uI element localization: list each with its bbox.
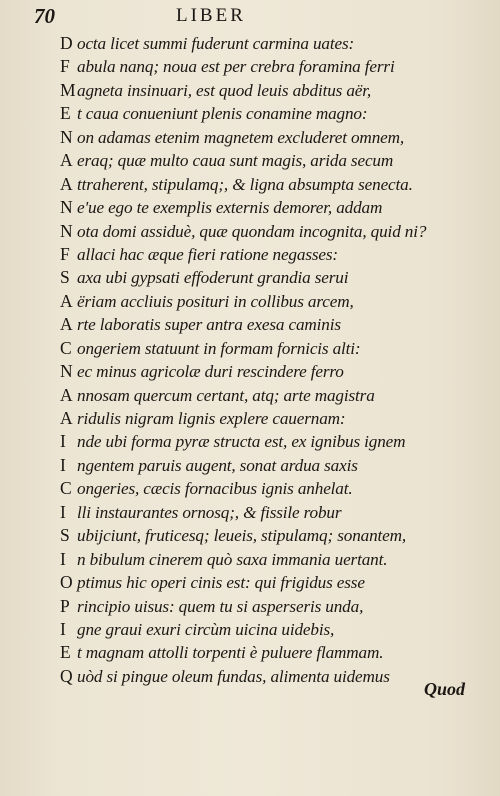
verse-line-24: [60, 571, 500, 594]
line-initial: Q: [60, 665, 73, 686]
verse-line-20: [60, 477, 500, 500]
verse-line-21: [60, 501, 500, 524]
verse-line-15: [60, 360, 500, 383]
verse-line-12: [60, 290, 500, 313]
verse-line-5: [60, 126, 500, 149]
verse-line-22: [60, 524, 500, 547]
line-text: ttraherent, stipulamq;, & ligna absumpta senecta.: [77, 174, 413, 194]
verse-line-27: [60, 641, 500, 664]
line-text: nde ubi forma pyræ structa est, ex ignibus ignem: [77, 432, 406, 452]
line-text: ridulis nigram lignis explere cauernam:: [77, 409, 346, 428]
line-initial: I: [60, 501, 66, 522]
line-text: allaci hac æque fieri ratione negasses:: [77, 244, 338, 264]
line-initial: P: [60, 595, 70, 616]
line-text: t caua conueniunt plenis conamine magno:: [77, 104, 368, 124]
line-initial: N: [60, 361, 73, 382]
line-text: rte laboratis super antra exesa caminis: [77, 315, 341, 335]
verse-line-8: [60, 196, 500, 219]
line-initial: D: [60, 33, 73, 53]
line-initial: F: [60, 243, 70, 264]
line-text: ubijciunt, fruticesq; leueis, stipulamq; sonantem,: [77, 526, 407, 546]
catchword: Quod: [424, 679, 466, 699]
line-text: rincipio uisus: quem tu si asperseris unda,: [77, 596, 364, 616]
line-initial: A: [60, 408, 73, 428]
verse-line-14: [60, 337, 500, 360]
verse-line-2: [60, 55, 500, 78]
line-initial: M: [60, 79, 76, 100]
line-text: ëriam accliuis posituri in collibus arcem,: [77, 291, 354, 311]
line-text: n bibulum cinerem quò saxa immania uertant.: [77, 549, 388, 569]
line-initial: O: [60, 572, 73, 593]
page-number: 70: [34, 4, 55, 28]
line-initial: I: [60, 548, 66, 569]
verse-line-10: [60, 243, 500, 266]
line-initial: C: [60, 478, 72, 499]
verse-line-25: [60, 595, 500, 618]
line-initial: F: [60, 56, 70, 77]
line-initial: N: [60, 197, 73, 218]
line-text: ec minus agricolæ duri rescindere ferro: [77, 362, 344, 382]
verse-line-7: [60, 173, 500, 196]
line-text: ptimus hic operi cinis est: qui frigidus esse: [77, 573, 365, 593]
verse-line-6: [60, 149, 500, 172]
verse-line-26: [60, 618, 500, 641]
line-initial: A: [60, 314, 73, 335]
line-initial: S: [60, 267, 70, 288]
verse-block: [60, 32, 500, 688]
line-initial: N: [60, 220, 73, 241]
verse-line-23: [60, 548, 500, 571]
line-initial: E: [60, 103, 71, 124]
line-initial: E: [60, 642, 71, 663]
line-initial: A: [60, 290, 73, 311]
line-text: ongeries, cæcis fornacibus ignis anhelat.: [77, 479, 353, 499]
line-initial: S: [60, 525, 70, 546]
line-text: abula nanq; noua est per crebra foramina ferri: [77, 57, 395, 77]
line-text: axa ubi gypsati effoderunt grandia serui: [77, 268, 349, 288]
line-text: ngentem paruis augent, sonat ardua saxis: [77, 455, 358, 475]
verse-line-18: [60, 430, 500, 453]
verse-line-3: [60, 79, 500, 102]
line-text: lli instaurantes ornosq;, & fissile robur: [77, 502, 342, 522]
verse-line-1: [60, 32, 500, 55]
line-initial: N: [60, 126, 73, 147]
verse-line-4: [60, 102, 500, 125]
line-text: e'ue ego te exemplis externis demorer, addam: [77, 198, 383, 218]
verse-line-19: [60, 454, 500, 477]
line-initial: C: [60, 337, 72, 358]
line-text: ongeriem statuunt in formam fornicis alti:: [77, 338, 361, 358]
verse-line-11: [60, 266, 500, 289]
line-initial: A: [60, 384, 73, 405]
line-initial: A: [60, 173, 73, 194]
line-text: nnosam quercum certant, atq; arte magistra: [77, 385, 375, 405]
line-initial: I: [60, 431, 66, 452]
line-text: eraq; quæ multo caua sunt magis, arida secum: [77, 151, 394, 171]
line-text: gne graui exuri circùm uicina uidebis,: [77, 619, 335, 639]
verse-line-9: [60, 220, 500, 243]
line-initial: I: [60, 454, 66, 475]
line-text: t magnam attolli torpenti è puluere flammam.: [77, 643, 384, 663]
line-text: on adamas etenim magnetem excluderet omnem,: [77, 127, 405, 147]
line-initial: I: [60, 618, 66, 639]
line-initial: A: [60, 150, 73, 171]
verse-line-17: [60, 407, 500, 430]
line-text: uòd si pingue oleum fundas, alimenta uidemus: [77, 666, 390, 686]
line-text: octa licet summi fuderunt carmina uates:: [77, 34, 355, 53]
verse-line-13: [60, 313, 500, 336]
running-head: LIBER: [176, 5, 246, 26]
line-text: agneta insinuari, est quod leuis abditus aër,: [77, 80, 372, 100]
verse-line-16: [60, 384, 500, 407]
line-text: ota domi assiduè, quæ quondam incognita, quid ni?: [77, 221, 427, 241]
